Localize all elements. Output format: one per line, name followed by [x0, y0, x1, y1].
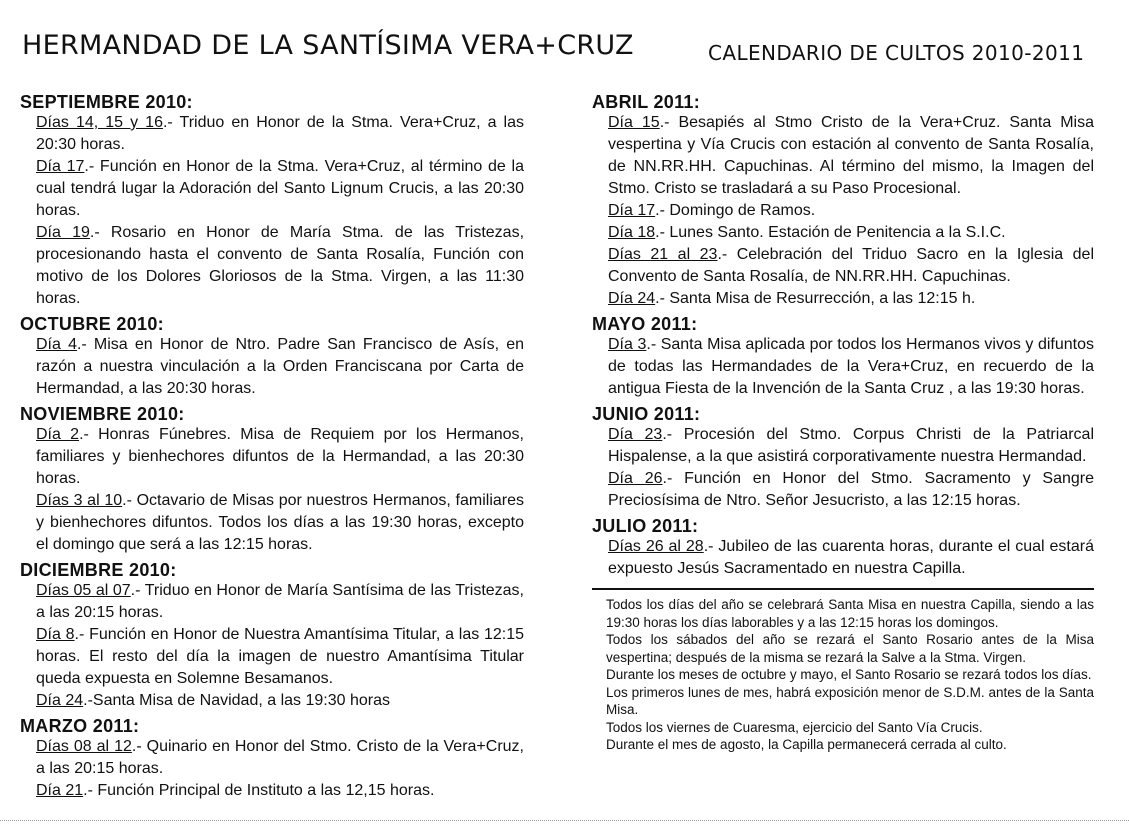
month-block [20, 314, 524, 400]
entry-date: Días 3 al 10 [36, 492, 123, 509]
calendar-entry [608, 424, 1094, 468]
entry-description: .- Celebración del Triduo Sacro en la Iglesia del Convento de Santa Rosalía, de NN.RR.HH. Capuchinas. [608, 246, 1095, 285]
entry-date: Día 3 [608, 336, 647, 353]
entry-date: Días 05 al 07 [36, 582, 131, 599]
month-block [592, 516, 1094, 580]
entry-description: .- Honras Fúnebres. Misa de Requiem por los Hermanos, familiares y bienhechores difuntos de la Hermandad, a las 20:30 horas. [36, 426, 524, 487]
month-title: SEPTIEMBRE 2010: [20, 92, 193, 112]
entry-date: Día 24 [608, 290, 656, 307]
entry-date: Día 23 [608, 426, 663, 443]
notes-section [592, 596, 1094, 754]
entry-date: Días 14, 15 y 16 [36, 114, 163, 131]
entry-description: .- Domingo de Ramos. [655, 202, 816, 219]
entry-description: .- Misa en Honor de Ntro. Padre San Francisco de Asís, en razón a nuestra vinculación a la Orden Franciscana por Carta de Hermandad, a las 20:30 horas. [36, 336, 524, 397]
calendar-entry [608, 334, 1094, 400]
calendar-entry [36, 334, 524, 400]
entry-description: .- Lunes Santo. Estación de Penitencia a la S.I.C. [655, 224, 1006, 241]
entry-description: .- Función en Honor del Stmo. Sacramento y Sangre Preciosísima de Ntro. Señor Jesucristo, a las 12:15 horas. [608, 470, 1094, 509]
month-title: NOVIEMBRE 2010: [20, 404, 185, 424]
brotherhood-title: HERMANDAD DE LA SANTÍSIMA VERA+CRUZ [22, 30, 634, 61]
calendar-entry [608, 288, 1094, 310]
entry-date: Día 26 [608, 470, 663, 487]
calendar-entry [36, 222, 524, 310]
month-title: OCTUBRE 2010: [20, 314, 164, 334]
entry-description: .- Besapiés al Stmo Cristo de la Vera+Cruz. Santa Misa vespertina y Vía Crucis con estación al convento de Santa Rosalía, de NN.RR.HH. Capuchinas. Al término del mismo, la Imagen del Stmo. Cristo se trasladará a su Paso Procesional. [608, 114, 1095, 197]
entry-date: Día 2 [36, 426, 80, 443]
note-line: Todos los viernes de Cuaresma, ejercicio del Santo Vía Crucis. [606, 719, 983, 735]
calendar-entry [36, 580, 524, 624]
left-column [20, 92, 524, 806]
entry-description: .- Función en Honor de Nuestra Amantísima Titular, a las 12:15 horas. El resto del día la imagen de nuestro Amantísima Titular queda expuesta en Solemne Besamanos. [36, 626, 524, 687]
calendar-entry [608, 200, 1094, 222]
entry-description: .- Quinario en Honor del Stmo. Cristo de la Vera+Cruz, a las 20:15 horas. [36, 738, 524, 777]
month-block [592, 314, 1094, 400]
calendar-title: CALENDARIO DE CULTOS 2010-2011 [708, 41, 1085, 65]
calendar-entry [36, 780, 524, 802]
entry-date: Día 8 [36, 626, 75, 643]
entry-date: Día 24 [36, 692, 84, 709]
entry-date: Días 08 al 12 [36, 738, 132, 755]
month-title: ABRIL 2011: [592, 92, 701, 112]
calendar-entry [36, 156, 524, 222]
calendar-entry [608, 112, 1094, 200]
month-title: MAYO 2011: [592, 314, 698, 334]
note-line: Los primeros lunes de mes, habrá exposición menor de S.D.M. antes de la Santa Misa. [606, 684, 1094, 717]
entry-description: .- Procesión del Stmo. Corpus Christi de la Patriarcal Hispalense, a la que asistirá corporativamente nuestra Hermandad. [608, 426, 1094, 465]
right-column [592, 92, 1094, 754]
entry-date: Día 15 [608, 114, 660, 131]
entry-description: .- Función Principal de Instituto a las 12,15 horas. [83, 782, 435, 799]
month-title: MARZO 2011: [20, 716, 140, 736]
bottom-dotted-edge [0, 820, 1129, 823]
calendar-entry [36, 624, 524, 690]
calendar-entry [36, 690, 524, 712]
entry-date: Día 17 [608, 202, 656, 219]
month-block [20, 560, 524, 712]
right-months [592, 92, 1094, 580]
entry-description: .- Jubileo de las cuarenta horas, durante el cual estará expuesto Jesús Sacramentado en nuestra Capilla. [608, 538, 1095, 577]
entry-description: .- Octavario de Misas por nuestros Hermanos, familiares y bienhechores difuntos. Todos los días a las 19:30 horas, excepto el domingo que será a las 12:15 horas. [36, 492, 524, 553]
calendar-entry [36, 490, 524, 556]
entry-description: .- Triduo en Honor de María Santísima de las Tristezas, a las 20:15 horas. [36, 582, 525, 621]
month-block [20, 92, 524, 310]
calendar-entry [36, 112, 524, 156]
entry-date: Día 4 [36, 336, 77, 353]
entry-description: .- Santa Misa aplicada por todos los Hermanos vivos y difuntos de todas las Hermandades de la Vera+Cruz, en recuerdo de la antigua Fiesta de la Invención de la Santa Cruz , a las 19:30 horas. [608, 336, 1095, 397]
entry-description: .- Rosario en Honor de María Stma. de las Tristezas, procesionando hasta el convento de Santa Rosalía, Función con motivo de los Dolores Gloriosos de la Stma. Virgen, a las 11:30 horas. [36, 224, 525, 307]
entry-date: Día 17 [36, 158, 85, 175]
calendar-entry [608, 536, 1094, 580]
calendar-entry [36, 424, 524, 490]
month-block [592, 404, 1094, 512]
month-block [20, 716, 524, 802]
calendar-entry [36, 736, 524, 780]
entry-date: Días 26 al 28 [608, 538, 704, 555]
notes-divider [592, 588, 1094, 590]
note-line: Durante el mes de agosto, la Capilla permanecerá cerrada al culto. [606, 737, 1007, 752]
entry-description: .- Santa Misa de Resurrección, a las 12:15 h. [655, 290, 976, 307]
month-title: DICIEMBRE 2010: [20, 560, 177, 580]
month-title: JUNIO 2011: [592, 404, 701, 424]
entry-description: .- Triduo en Honor de la Stma. Vera+Cruz, a las 20:30 horas. [36, 114, 525, 153]
entry-date: Días 21 al 23 [608, 246, 718, 263]
entry-date: Día 19 [36, 224, 90, 241]
calendar-entry [608, 244, 1094, 288]
entry-date: Día 18 [608, 224, 656, 241]
month-title: JULIO 2011: [592, 516, 699, 536]
month-block [592, 92, 1094, 310]
note-line: Durante los meses de octubre y mayo, el Santo Rosario se rezará todos los días. [606, 667, 1092, 682]
entry-date: Día 21 [36, 782, 84, 799]
calendar-entry [608, 222, 1094, 244]
note-line: Todos los días del año se celebrará Santa Misa en nuestra Capilla, siendo a las 19:30 horas los días laborables y a las 12:15 horas los domingos. [606, 597, 1094, 630]
entry-description: .-Santa Misa de Navidad, a las 19:30 horas [83, 692, 390, 709]
calendar-entry [608, 468, 1094, 512]
note-line: Todos los sábados del año se rezará el Santo Rosario antes de la Misa vespertina; después de la misma se rezará la Salve a la Stma. Virgen. [606, 632, 1094, 665]
month-block [20, 404, 524, 556]
entry-description: .- Función en Honor de la Stma. Vera+Cruz, al término de la cual tendrá lugar la Adoración del Santo Lignum Crucis, a las 20:30 horas. [36, 158, 525, 219]
